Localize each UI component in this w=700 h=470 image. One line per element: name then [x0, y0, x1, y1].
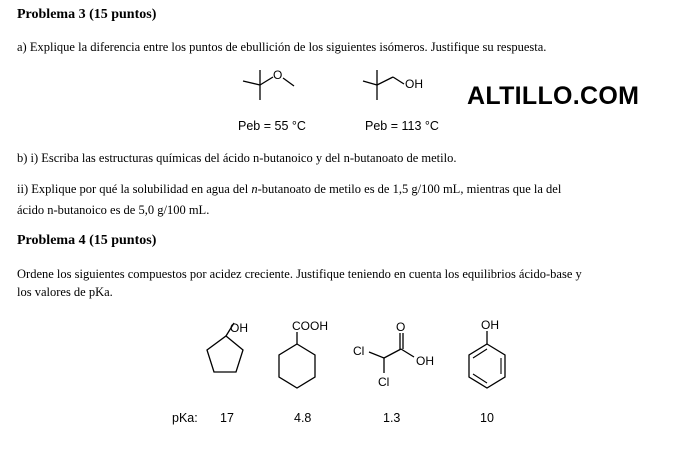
altillo-watermark: ALTILLO.COM — [467, 82, 640, 110]
cyclopentanol-structure — [200, 318, 260, 393]
pka-value-cyclopentanol: 17 — [220, 411, 234, 425]
problem3-part-a: a) Explique la diferencia entre los puntos de ebullición de los siguientes isómeros. Justifique su respuesta. — [17, 40, 547, 54]
part-b-ii-pre: ii) Explique por qué la solubilidad en agua del — [17, 182, 252, 196]
dichloroacetic-acid-structure — [350, 318, 445, 393]
isomer1-structure — [240, 68, 300, 108]
isomer2-structure — [363, 68, 443, 108]
problem3-part-b-ii-line2: ácido n-butanoico es de 5,0 g/100 mL. — [17, 203, 210, 217]
isomer1-boiling-point: Peb = 55 °C — [238, 119, 306, 133]
pka-value-phenol: 10 — [480, 411, 494, 425]
pka-value-cyclohexanecarboxylic: 4.8 — [294, 411, 312, 425]
problem3-part-b-ii-line1 — [17, 179, 561, 200]
cyclopentanol-oh: OH — [230, 321, 248, 335]
pka-value-dichloroacetic: 1.3 — [383, 411, 401, 425]
dichloroacetic-cl1: Cl — [353, 344, 365, 358]
dichloroacetic-cl2: Cl — [378, 375, 390, 389]
isomer1-oxygen: O — [273, 68, 283, 82]
isomer2-boiling-point: Peb = 113 °C — [365, 119, 439, 133]
dichloroacetic-o: O — [396, 320, 406, 334]
problem4-heading: Problema 4 (15 puntos) — [17, 233, 157, 248]
cyclohexanecarboxylic-acid-structure — [270, 318, 340, 393]
cyclohexane-cooh: COOH — [292, 319, 328, 333]
problem3-heading: Problema 3 (15 puntos) — [17, 7, 157, 22]
dichloroacetic-oh: OH — [416, 354, 434, 368]
problem4-line2: los valores de pKa. — [17, 285, 113, 299]
phenol-oh: OH — [481, 318, 499, 332]
part-b-ii-post: -butanoato de metilo es de 1,5 g/100 mL, mientras que la del — [257, 182, 562, 196]
pka-label: pKa: — [172, 411, 198, 425]
part-b-ii-italic-n: n — [251, 182, 258, 196]
isomer2-hydroxyl: OH — [405, 77, 423, 91]
phenol-structure — [460, 318, 520, 393]
problem3-part-b-i: b) i) Escriba las estructuras químicas del ácido n-butanoico y del n-butanoato de metilo. — [17, 151, 457, 165]
problem4-line1: Ordene los siguientes compuestos por acidez creciente. Justifique teniendo en cuenta los equilibrios ácido-base y — [17, 267, 582, 281]
